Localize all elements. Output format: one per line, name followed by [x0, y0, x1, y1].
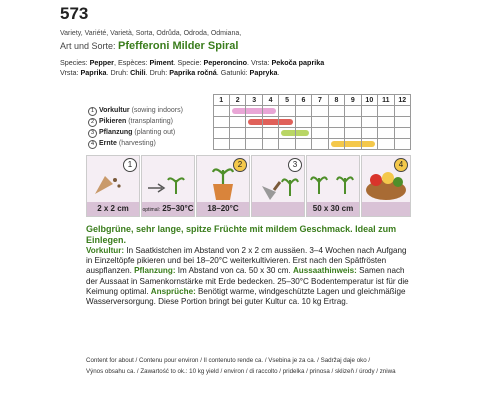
product-name: Pfefferoni Milder Spiral — [118, 40, 239, 52]
month-cell — [229, 139, 245, 150]
month-cell — [394, 139, 411, 150]
row-translation: (harvesting) — [118, 139, 156, 147]
month-cell — [213, 117, 229, 128]
month-cell — [262, 139, 278, 150]
month-cell — [295, 106, 311, 117]
art-label: Art und Sorte: — [60, 41, 116, 51]
calendar-row — [86, 128, 411, 139]
species-line-1: Species: Pepper, Espèces: Piment. Specie: Peperoncino. Vrsta: Pekoča paprika — [60, 58, 325, 67]
step-sowing — [86, 155, 140, 217]
species-line-2: Vrsta: Paprika. Druh: Chili. Druh: Paprika ročná. Gatunki: Papryka. — [60, 68, 280, 77]
month-header: 9 — [345, 95, 361, 106]
month-cell — [279, 106, 295, 117]
month-cell — [312, 139, 328, 150]
period-bar — [246, 108, 261, 114]
calendar-row — [86, 117, 411, 128]
step-caption — [362, 202, 410, 216]
month-cell — [361, 128, 377, 139]
yield-note-line-1: Content for about / Contenu pour environ / Il contenuto rende ca. / Vsebina je za ca. / Sadržaj daje oko / — [86, 357, 371, 364]
month-cell — [345, 117, 361, 128]
month-header: 7 — [312, 95, 328, 106]
row-translation: (sowing indoors) — [131, 106, 183, 114]
month-cell — [378, 139, 394, 150]
month-cell — [213, 139, 229, 150]
month-header: 2 — [229, 95, 245, 106]
instructions-text: Vorkultur: In Saatkistchen im Abstand von 2 x 2 cm aussäen. 3–4 Wochen nach Aufgang in Einzeltöpfe pikieren und bei 18–20°C weiterkultivieren. Erst nach den Spätfrösten auspflanzen. Pflanzung: Im Abstand von ca. 50 x 30 cm. Aussaathinweis: Samen nach der Aussaat in Samenkornstärke mit Erde bedecken. 25–30°C Bodentemperatur ist für die Keimung optimal. Ansprüche: Benötigt warme, windgeschützte Lagen und gleichmäßige Wasserversorgung. Diese Portion bringt bei guter Kultur ca. 10 kg Ertrag. — [86, 246, 409, 307]
calendar-row-label — [86, 106, 213, 117]
row-number: 4 — [88, 140, 97, 149]
month-cell — [229, 106, 245, 117]
month-cell — [394, 117, 411, 128]
row-label: Pikieren — [99, 117, 127, 125]
calendar-row — [86, 139, 411, 150]
month-cell — [361, 106, 377, 117]
month-cell — [394, 128, 411, 139]
month-cell — [229, 117, 245, 128]
step-pricking — [196, 155, 250, 217]
calendar-row-label — [86, 128, 213, 139]
month-cell — [246, 128, 262, 139]
calendar-table — [86, 94, 411, 150]
month-cell — [361, 117, 377, 128]
calendar-row — [86, 106, 411, 117]
month-header: 1 — [213, 95, 229, 106]
step-planting — [251, 155, 305, 217]
month-cell — [378, 117, 394, 128]
period-bar — [281, 130, 294, 136]
step-number: 3 — [288, 158, 302, 172]
sprout-icon — [142, 156, 194, 202]
month-cell — [262, 117, 278, 128]
month-cell — [345, 106, 361, 117]
product-code: 573 — [60, 4, 89, 23]
step-caption — [252, 202, 304, 216]
period-bar — [296, 130, 309, 136]
month-cell — [328, 106, 344, 117]
month-header: 11 — [378, 95, 394, 106]
step-number: 4 — [394, 158, 408, 172]
period-bar — [248, 119, 261, 125]
growing-steps — [86, 155, 411, 217]
month-cell — [345, 128, 361, 139]
month-cell — [328, 139, 344, 150]
month-cell — [229, 128, 245, 139]
plant-spacing-icon — [307, 156, 359, 202]
month-header: 12 — [394, 95, 411, 106]
month-cell — [213, 106, 229, 117]
yield-note-line-2: Výnos obsahu ca. / Zawartość to ok.: 10 kg yield / environ / di raccolto / pridelka / prinosa / sklizeň / úrody / zniwa — [86, 368, 396, 375]
period-bar — [232, 108, 245, 114]
month-cell — [246, 117, 262, 128]
month-cell — [328, 117, 344, 128]
step-number: 2 — [233, 158, 247, 172]
month-cell — [295, 139, 311, 150]
row-label: Pflanzung — [99, 128, 133, 136]
row-translation: (transplanting) — [128, 117, 173, 125]
calendar-row-label — [86, 117, 213, 128]
period-bar — [362, 141, 375, 147]
month-cell — [394, 106, 411, 117]
month-cell — [262, 128, 278, 139]
month-cell — [262, 106, 278, 117]
period-bar — [345, 141, 360, 147]
month-cell — [312, 128, 328, 139]
month-cell — [213, 128, 229, 139]
period-bar — [263, 119, 278, 125]
step-germination — [141, 155, 195, 217]
month-cell — [246, 106, 262, 117]
sowing-calendar — [86, 94, 411, 150]
period-bar — [263, 108, 276, 114]
step-caption: 2 x 2 cm — [87, 202, 139, 216]
month-cell — [279, 117, 295, 128]
row-label: Ernte — [99, 139, 117, 147]
month-cell — [279, 139, 295, 150]
month-cell — [345, 139, 361, 150]
month-header: 3 — [246, 95, 262, 106]
variety-line: Variety, Variété, Varietà, Sorta, Odrůda, Odroda, Odmiana, — [60, 30, 242, 37]
month-cell — [361, 139, 377, 150]
step-harvest — [361, 155, 411, 217]
row-number: 1 — [88, 107, 97, 116]
row-number: 3 — [88, 129, 97, 138]
month-cell — [378, 128, 394, 139]
calendar-header-row — [86, 95, 411, 106]
step-number: 1 — [123, 158, 137, 172]
step-caption: 18–20°C — [197, 202, 249, 216]
month-header: 10 — [361, 95, 377, 106]
product-headline: Gelbgrüne, sehr lange, spitze Früchte mit mildem Geschmack. Ideal zum Einlegen. — [86, 224, 397, 245]
period-bar — [279, 119, 292, 125]
month-cell — [295, 128, 311, 139]
step-caption: 50 x 30 cm — [307, 202, 359, 216]
calendar-row-label — [86, 139, 213, 150]
row-label: Vorkultur — [99, 106, 130, 114]
month-cell — [295, 117, 311, 128]
month-cell — [328, 128, 344, 139]
row-translation: (planting out) — [134, 128, 176, 136]
month-header: 6 — [295, 95, 311, 106]
month-cell — [378, 106, 394, 117]
month-cell — [246, 139, 262, 150]
month-header: 5 — [279, 95, 295, 106]
step-caption: optimal: 25–30°C — [142, 202, 194, 216]
growing-instructions — [86, 224, 411, 352]
step-spacing — [306, 155, 360, 217]
month-cell — [312, 117, 328, 128]
row-number: 2 — [88, 118, 97, 127]
month-cell — [279, 128, 295, 139]
month-header: 8 — [328, 95, 344, 106]
period-bar — [331, 141, 344, 147]
product-title-line — [60, 40, 238, 52]
month-cell — [312, 106, 328, 117]
month-header: 4 — [262, 95, 278, 106]
